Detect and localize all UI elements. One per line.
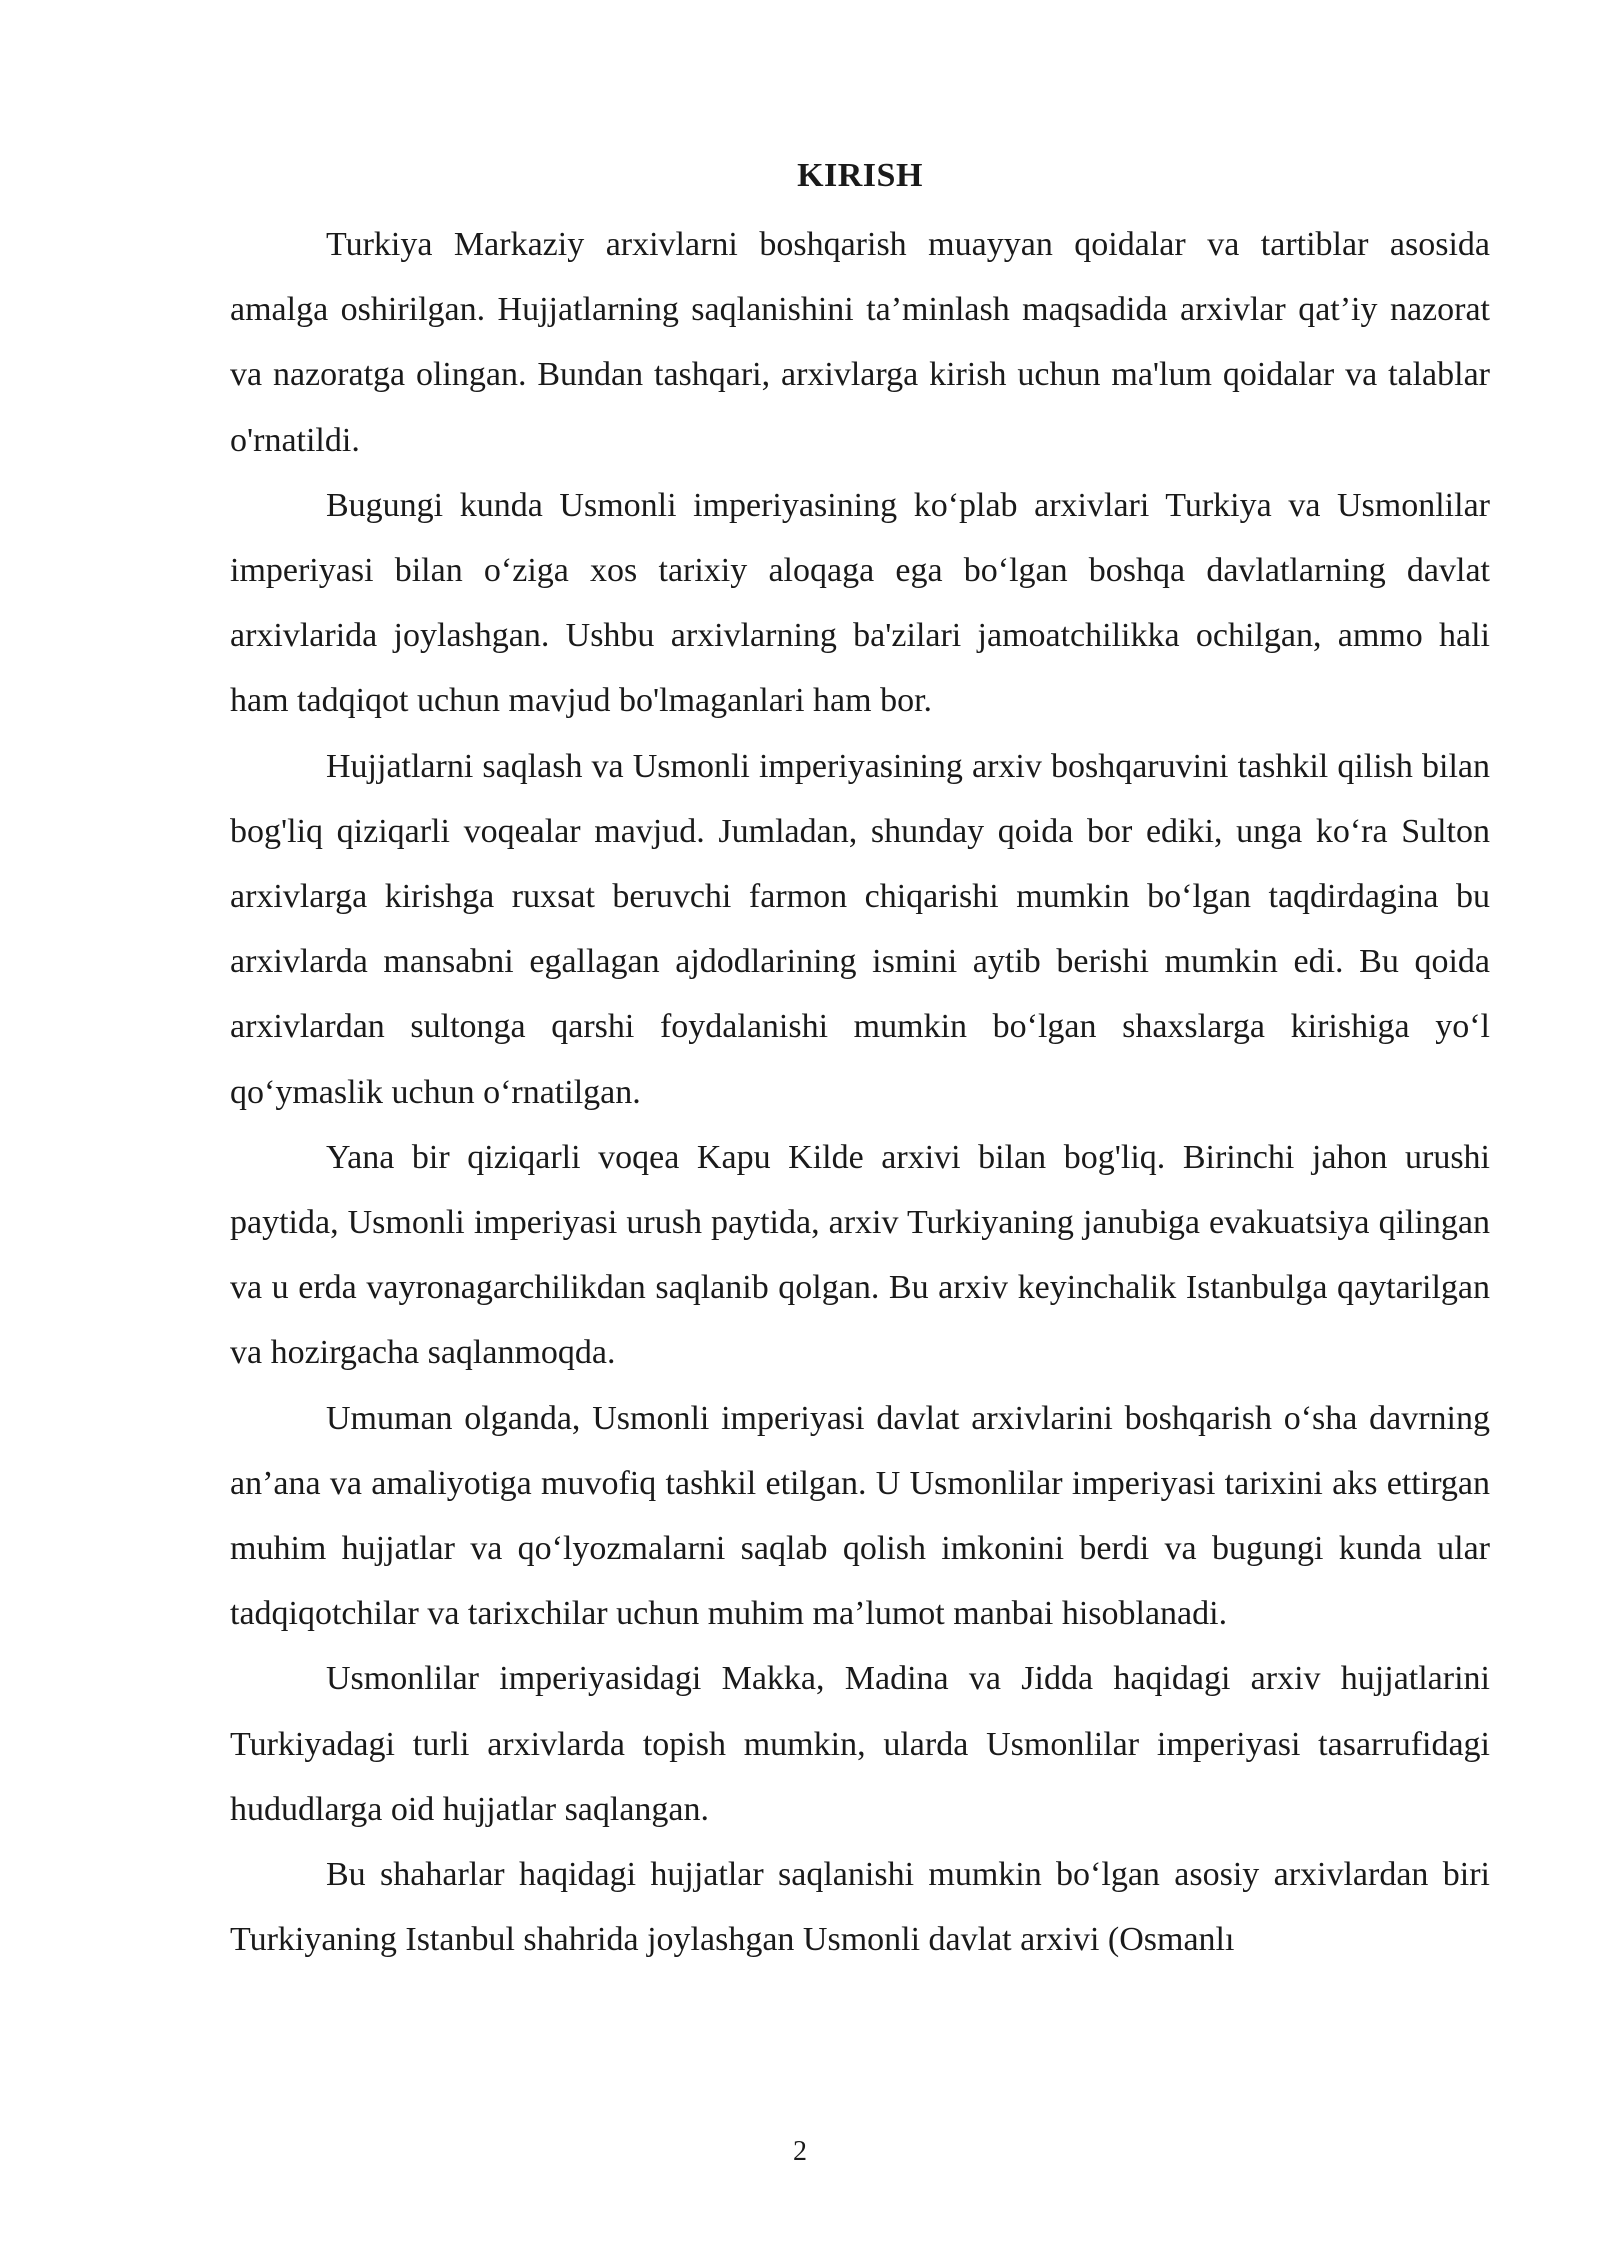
paragraph-3: Hujjatlarni saqlash va Usmonli imperiyasining arxiv boshqaruvini tashkil qilish bilan bog'liq qiziqarli voqealar mavjud. Jumladan, shunday qoida bor ediki, unga ko‘ra Sulton arxivlarga kirishga ruxsat beruvchi farmon chiqarishi mumkin bo‘lgan taqdirdagina bu arxivlarda mansabni egallagan ajdodlarining ismini aytib berishi mumkin edi. Bu qoida arxivlardan sultonga qarshi foydalanishi mumkin bo‘lgan shaxslarga kirishiga yo‘l qo‘ymaslik uchun o‘rnatilgan. (230, 747, 1490, 1111)
paragraph-6: Usmonlilar imperiyasidagi Makka, Madina va Jidda haqidagi arxiv hujjatlarini Turkiyadagi turli arxivlarda topish mumkin, ularda Usmonlilar imperiyasi tasarrufidagi hududlarga oid hujjatlar saqlangan. (230, 1660, 1490, 1828)
paragraph-2: Bugungi kunda Usmonli imperiyasining ko‘plab arxivlari Turkiya va Usmonlilar imperiyasi bilan o‘ziga xos tarixiy aloqaga ega bo‘lgan boshqa davlatlarning davlat arxivlarida joylashgan. Ushbu arxivlarning ba'zilari jamoatchilikka ochilgan, ammo hali ham tadqiqot uchun mavjud bo'lmaganlari ham bor. (230, 486, 1490, 720)
paragraph-7: Bu shaharlar haqidagi hujjatlar saqlanishi mumkin bo‘lgan asosiy arxivlardan biri Turkiyaning Istanbul shahrida joylashgan Usmonli davlat arxivi (Osmanlı (230, 1856, 1490, 1959)
paragraph-1: Turkiya Markaziy arxivlarni boshqarish muayyan qoidalar va tartiblar asosida amalga oshirilgan. Hujjatlarning saqlanishini ta’minlash maqsadida arxivlar qat’iy nazorat va nazoratga olingan. Bundan tashqari, arxivlarga kirish uchun ma'lum qoidalar va talablar o'rnatildi. (230, 226, 1490, 459)
paragraph-4: Yana bir qiziqarli voqea Kapu Kilde arxivi bilan bog'liq. Birinchi jahon urushi paytida, Usmonli imperiyasi urush paytida, arxiv Turkiyaning janubiga evakuatsiya qilingan va u erda vayronagarchilikdan saqlanib qolgan. Bu arxiv keyinchalik Istanbulga qaytarilgan va hozirgacha saqlanmoqda. (230, 1138, 1490, 1372)
paragraph-5: Umuman olganda, Usmonli imperiyasi davlat arxivlarini boshqarish o‘sha davrning an’ana va amaliyotiga muvofiq tashkil etilgan. U Usmonlilar imperiyasi tarixini aks ettirgan muhim hujjatlar va qo‘lyozmalarni saqlab qolish imkonini berdi va bugungi kunda ular tadqiqotchilar va tarixchilar uchun muhim ma’lumot manbai hisoblanadi. (230, 1399, 1490, 1633)
section-title: KIRISH (797, 157, 923, 194)
page-number: 2 (793, 2136, 807, 2167)
document-body (230, 148, 1490, 1972)
